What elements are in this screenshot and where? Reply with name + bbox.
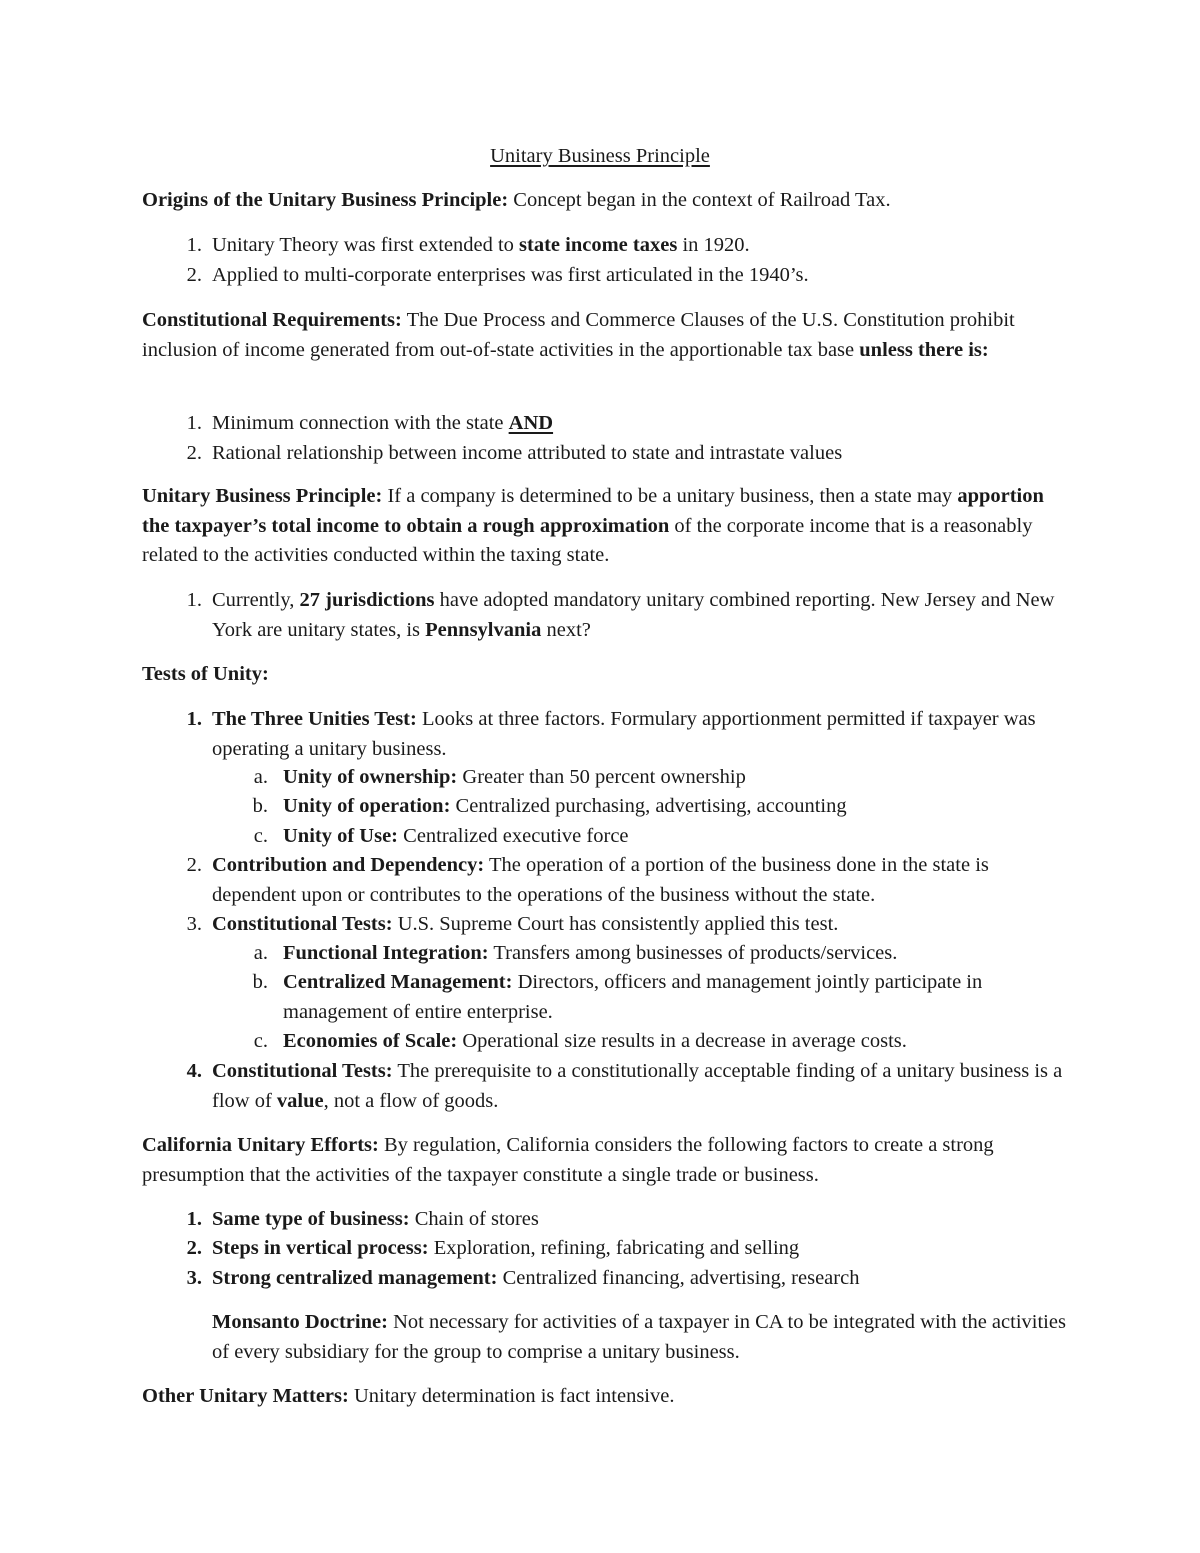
item-text: in 1920. [677,234,750,256]
monsanto-paragraph [212,1308,1072,1367]
item-label: Unity of Use: [283,825,399,847]
list-number: 2. [186,442,202,464]
list-letter: c. [253,1030,268,1052]
item-label: Economies of Scale: [283,1030,458,1052]
ubp-text: of the corporate income that is a reasonably related to the activities conducted within the taxing state. [142,514,1033,566]
list-number: 2. [186,264,202,286]
list-number: 1. [186,708,202,730]
california-text: By regulation, California considers the following factors to create a strong presumption that the activities of the taxpayer constitute a single trade or business. [142,1134,994,1186]
list-item-text [283,792,1072,822]
list-number: 1. [186,412,202,434]
other-label: Other Unitary Matters: [142,1385,349,1407]
item-label: Contribution and Dependency: [212,854,485,876]
item-label: Steps in vertical process: [212,1237,429,1259]
list-item-text [212,1057,1072,1116]
item-text: Currently, [212,589,300,611]
item-text: Centralized executive force [398,825,629,847]
list-number: 1. [186,1208,202,1230]
list-item-text [283,1027,1072,1057]
item-label: Constitutional Tests: [212,1060,393,1082]
list-item-text [212,1234,1072,1264]
california-paragraph [142,1131,1072,1190]
item-text: Looks at three factors. Formulary apportionment permitted if taxpayer was operating a unitary business. [212,708,1036,760]
list-item-text [212,910,1072,940]
origins-label: Origins of the Unitary Business Principle: [142,189,509,211]
origins-paragraph [142,186,1072,216]
monsanto-label: Monsanto Doctrine: [212,1311,388,1333]
origins-text: Concept began in the context of Railroad Tax. [508,189,891,211]
list-item-text [283,968,1072,1027]
list-item-text [212,1264,1072,1294]
item-label: Same type of business: [212,1208,410,1230]
item-text: Unitary Theory was first extended to [212,234,520,256]
ubp-label: Unitary Business Principle: [142,485,383,507]
item-text: Exploration, refining, fabricating and selling [428,1237,800,1259]
list-letter: c. [253,825,268,847]
constitutional-label: Constitutional Requirements: [142,309,402,331]
item-text: The operation of a portion of the business done in the state is dependent upon or contributes to the operations of the business without the state. [212,854,989,906]
list-item-text: Applied to multi-corporate enterprises was first articulated in the 1940’s. [212,264,809,286]
item-label: Unity of operation: [283,795,451,817]
list-item-text [283,763,1072,793]
list-letter: b. [252,971,268,993]
item-text: , not a flow of goods. [323,1089,499,1112]
list-item-text: Rational relationship between income attributed to state and intrastate values [212,442,843,464]
item-bold: value [276,1089,324,1112]
item-label: Centralized Management: [283,971,513,993]
constitutional-paragraph [142,306,1072,365]
item-text: Directors, officers and management jointly participate in management of entire enterprise. [283,971,983,1023]
list-number: 2. [186,854,202,876]
item-bold-underline: AND [508,412,554,434]
item-label: Unity of ownership: [283,766,458,788]
item-bold: state income taxes [519,234,678,256]
list-item-text [212,409,1072,439]
list-item-text [212,1205,1072,1235]
item-text: Centralized purchasing, advertising, accounting [450,795,847,817]
list-item-text [283,822,1072,852]
item-text: Chain of stores [409,1208,539,1230]
list-item-text [212,851,1072,910]
list-letter: a. [253,766,268,788]
constitutional-text: The Due Process and Commerce Clauses of the U.S. Constitution prohibit inclusion of income generated from out-of-state activities in the apportionable tax base [142,309,1015,361]
other-paragraph [142,1382,1072,1412]
item-text: next? [541,618,591,641]
page-title: Unitary Business Principle [490,145,710,167]
list-item-text [212,231,1072,261]
item-text: Greater than 50 percent ownership [457,766,746,788]
ubp-bold: apportion the taxpayer’s total income to obtain a rough approximation [142,485,1044,537]
item-text: Centralized financing, advertising, research [497,1267,860,1289]
item-label: Functional Integration: [283,942,489,964]
list-number: 3. [186,1267,202,1289]
list-item-text [212,705,1072,764]
item-label: Strong centralized management: [212,1267,498,1289]
list-number: 3. [186,913,202,935]
item-text: The prerequisite to a constitutionally acceptable finding of a unitary business is a flow of [212,1060,1063,1112]
tests-label: Tests of Unity: [142,663,269,685]
list-number: 1. [186,234,202,256]
list-item-text [212,586,1072,645]
item-text: Transfers among businesses of products/services. [488,942,898,964]
other-text: Unitary determination is fact intensive. [348,1385,675,1407]
list-letter: a. [253,942,268,964]
california-label: California Unitary Efforts: [142,1134,379,1156]
item-text: Operational size results in a decrease in average costs. [457,1030,907,1052]
list-number: 1. [186,589,202,611]
item-label: Constitutional Tests: [212,913,393,935]
tests-heading [142,660,1072,690]
ubp-paragraph [142,482,1072,571]
monsanto-text: Not necessary for activities of a taxpayer in CA to be integrated with the activities of every subsidiary for the group to comprise a unitary business. [212,1311,1066,1363]
ubp-text: If a company is determined to be a unitary business, then a state may [382,485,958,507]
list-letter: b. [252,795,268,817]
constitutional-bold: unless there is: [859,338,989,361]
item-label: The Three Unities Test: [212,708,417,730]
item-text: Minimum connection with the state [212,412,509,434]
item-bold: Pennsylvania [425,618,542,641]
item-text: U.S. Supreme Court has consistently applied this test. [392,913,839,935]
item-text: have adopted mandatory unitary combined reporting. New Jersey and New York are unitary states, is [212,589,1055,641]
list-number: 2. [186,1237,202,1259]
item-bold: 27 jurisdictions [299,589,435,611]
list-number: 4. [186,1060,202,1082]
list-item-text [283,939,1072,969]
